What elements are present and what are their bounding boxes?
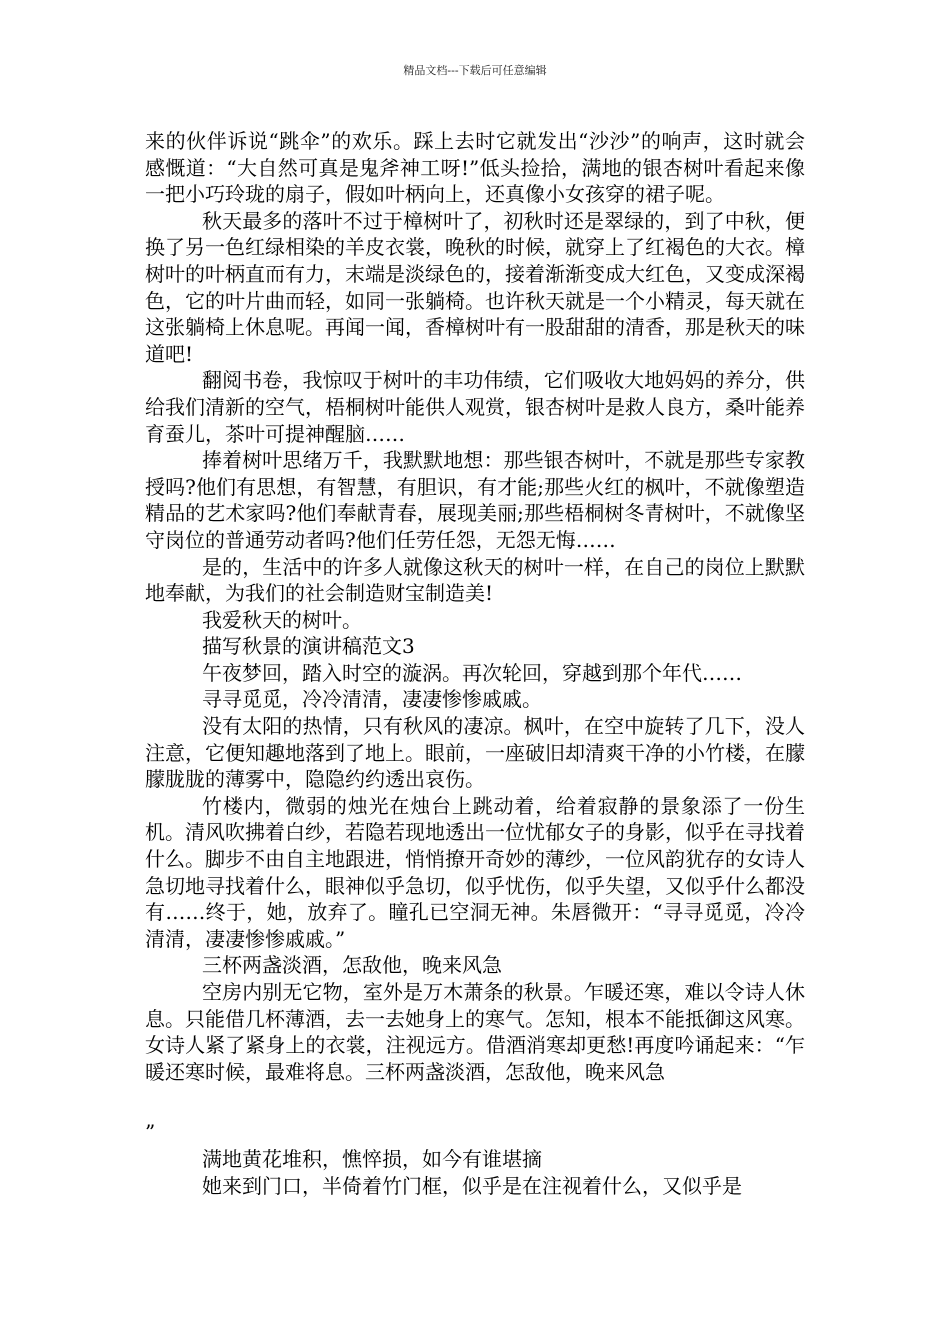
paragraph-8: 寻寻觅觅，冷冷清清，凄凄惨惨戚戚。 — [202, 687, 542, 712]
document-body — [145, 128, 805, 1199]
paragraph-2: 秋天最多的落叶不过于樟树叶了，初秋时还是翠绿的，到了中秋，便换了另一色红绿相染的羊皮衣裳，晚秋的时候，就穿上了红褐色的大衣。樟树叶的叶柄直而有力，末端是淡绿色的，接着渐渐变成大红色，又变成深褐色，它的叶片曲而轻，如同一张躺椅。也许秋天就是一个小精灵，每天就在这张躺椅上休息呢。再闻一闻，香樟树叶有一股甜甜的清香，那是秋天的味道吧! — [145, 208, 805, 366]
paragraph-9: 没有太阳的热情，只有秋风的凄凉。枫叶，在空中旋转了几下，没人注意，它便知趣地落到了地上。眼前，一座破旧却清爽干净的小竹楼，在朦朦胧胧的薄雾中，隐隐约约透出哀伤。 — [145, 714, 805, 792]
paragraph-7: 午夜梦回，踏入时空的漩涡。再次轮回，穿越到那个年代…… — [202, 660, 742, 685]
section-title: 描写秋景的演讲稿范文3 — [202, 634, 415, 659]
paragraph-11: 三杯两盏淡酒，怎敌他，晚来风急 — [202, 953, 502, 978]
closing-quote: ” — [145, 1120, 156, 1145]
paragraph-13: 满地黄花堆积，憔悴损，如今有谁堪摘 — [202, 1146, 542, 1171]
spacer — [145, 1085, 805, 1119]
paragraph-5: 是的，生活中的许多人就像这秋天的树叶一样，在自己的岗位上默默地奉献，为我们的社会制造财宝制造美! — [145, 554, 805, 606]
paragraph-14: 她来到门口，半倚着竹门框，似乎是在注视着什么，又似乎是 — [202, 1173, 742, 1198]
paragraph-12: 空房内别无它物，室外是万木萧条的秋景。乍暖还寒，难以令诗人休息。只能借几杯薄酒，去一去她身上的寒气。怎知，根本不能抵御这风寒。女诗人紧了紧身上的衣裳，注视远方。借酒消寒却更愁!再度吟诵起来：“乍暖还寒时候，最难将息。三杯两盏淡酒，怎敌他，晚来风急 — [145, 980, 805, 1084]
paragraph-1: 来的伙伴诉说“跳伞”的欢乐。踩上去时它就发出“沙沙”的响声，这时就会感慨道：“大自然可真是鬼斧神工呀!”低头捡拾，满地的银杏树叶看起来像一把小巧玲珑的扇子，假如叶柄向上，还真像小女孩穿的裙子呢。 — [145, 129, 805, 207]
paragraph-3: 翻阅书卷，我惊叹于树叶的丰功伟绩，它们吸收大地妈妈的养分，供给我们清新的空气，梧桐树叶能供人观赏，银杏树叶是救人良方，桑叶能养育蚕儿，茶叶可提神醒脑…… — [145, 368, 805, 446]
paragraph-10: 竹楼内，微弱的烛光在烛台上跳动着，给着寂静的景象添了一份生机。清风吹拂着白纱，若隐若现地透出一位忧郁女子的身影，似乎在寻找着什么。脚步不由自主地跟进，悄悄撩开奇妙的薄纱，一位风韵犹存的女诗人急切地寻找着什么，眼神似乎急切，似乎忧伤，似乎失望，又似乎什么都没有……终于，她，放弃了。瞳孔已空洞无神。朱唇微开：“寻寻觅觅，冷冷清清，凄凄惨惨戚戚。” — [145, 793, 805, 951]
page-header: 精品文档---下载后可任意编辑 — [403, 64, 547, 77]
paragraph-6: 我爱秋天的树叶。 — [202, 607, 362, 632]
paragraph-4: 捧着树叶思绪万千，我默默地想：那些银杏树叶，不就是那些专家教授吗?他们有思想，有智慧，有胆识，有才能;那些火红的枫叶，不就像塑造精品的艺术家吗?他们奉献青春，展现美丽;那些梧桐树冬青树叶，不就像坚守岗位的普通劳动者吗?他们任劳任怨，无怨无悔…… — [145, 448, 805, 552]
